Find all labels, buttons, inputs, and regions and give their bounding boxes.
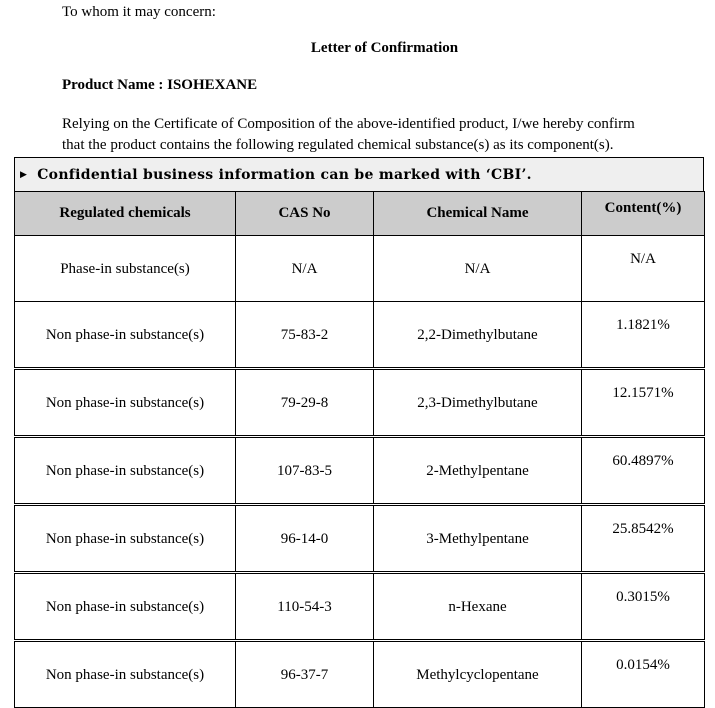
cell-content: N/A [582, 236, 705, 302]
chemicals-table-container [14, 157, 704, 708]
cell-cas: 110-54-3 [236, 573, 374, 641]
cell-cas: N/A [236, 236, 374, 302]
cell-name: 2,3-Dimethylbutane [374, 369, 582, 437]
cbi-banner [14, 157, 704, 191]
table-row [15, 437, 705, 505]
cell-name: n-Hexane [374, 573, 582, 641]
cell-name: Methylcyclopentane [374, 641, 582, 708]
cell-category: Non phase-in substance(s) [15, 437, 236, 505]
header-cas-no: CAS No [236, 192, 374, 236]
cell-content: 25.8542% [582, 505, 705, 573]
cell-content: 60.4897% [582, 437, 705, 505]
cell-cas: 79-29-8 [236, 369, 374, 437]
paragraph-line-2: that the product contains the following regulated chemical substance(s) as its component(s). [62, 137, 614, 153]
cell-category: Non phase-in substance(s) [15, 369, 236, 437]
cell-name: 3-Methylpentane [374, 505, 582, 573]
table-row [15, 236, 705, 302]
header-chemical-name: Chemical Name [374, 192, 582, 236]
cell-content: 0.3015% [582, 573, 705, 641]
cell-category: Non phase-in substance(s) [15, 573, 236, 641]
table-row [15, 369, 705, 437]
table-row [15, 505, 705, 573]
table-row [15, 302, 705, 369]
cell-name: 2,2-Dimethylbutane [374, 302, 582, 369]
paragraph-line-1: Relying on the Certificate of Composition of the above-identified product, I/we hereby confirm [62, 116, 635, 132]
greeting: To whom it may concern: [62, 4, 216, 20]
cell-name: 2-Methylpentane [374, 437, 582, 505]
cell-category: Non phase-in substance(s) [15, 505, 236, 573]
cell-cas: 96-14-0 [236, 505, 374, 573]
cell-category: Non phase-in substance(s) [15, 302, 236, 369]
cell-cas: 96-37-7 [236, 641, 374, 708]
chemicals-table [14, 191, 705, 708]
cell-content: 1.1821% [582, 302, 705, 369]
cell-content: 0.0154% [582, 641, 705, 708]
cell-cas: 107-83-5 [236, 437, 374, 505]
cell-content: 12.1571% [582, 369, 705, 437]
letter-title: Letter of Confirmation [310, 40, 459, 56]
cell-name: N/A [374, 236, 582, 302]
cbi-banner-text: Confidential business information can be marked with ‘CBI’. [37, 166, 532, 183]
table-row [15, 573, 705, 641]
product-name: Product Name : ISOHEXANE [62, 77, 258, 93]
cell-cas: 75-83-2 [236, 302, 374, 369]
header-regulated-chemicals: Regulated chemicals [15, 192, 236, 236]
table-row [15, 641, 705, 708]
cell-category: Phase-in substance(s) [15, 236, 236, 302]
triangle-right-icon: ▶ [20, 169, 28, 180]
cell-category: Non phase-in substance(s) [15, 641, 236, 708]
table-header-row [15, 192, 705, 236]
header-content: Content(%) [582, 192, 705, 236]
